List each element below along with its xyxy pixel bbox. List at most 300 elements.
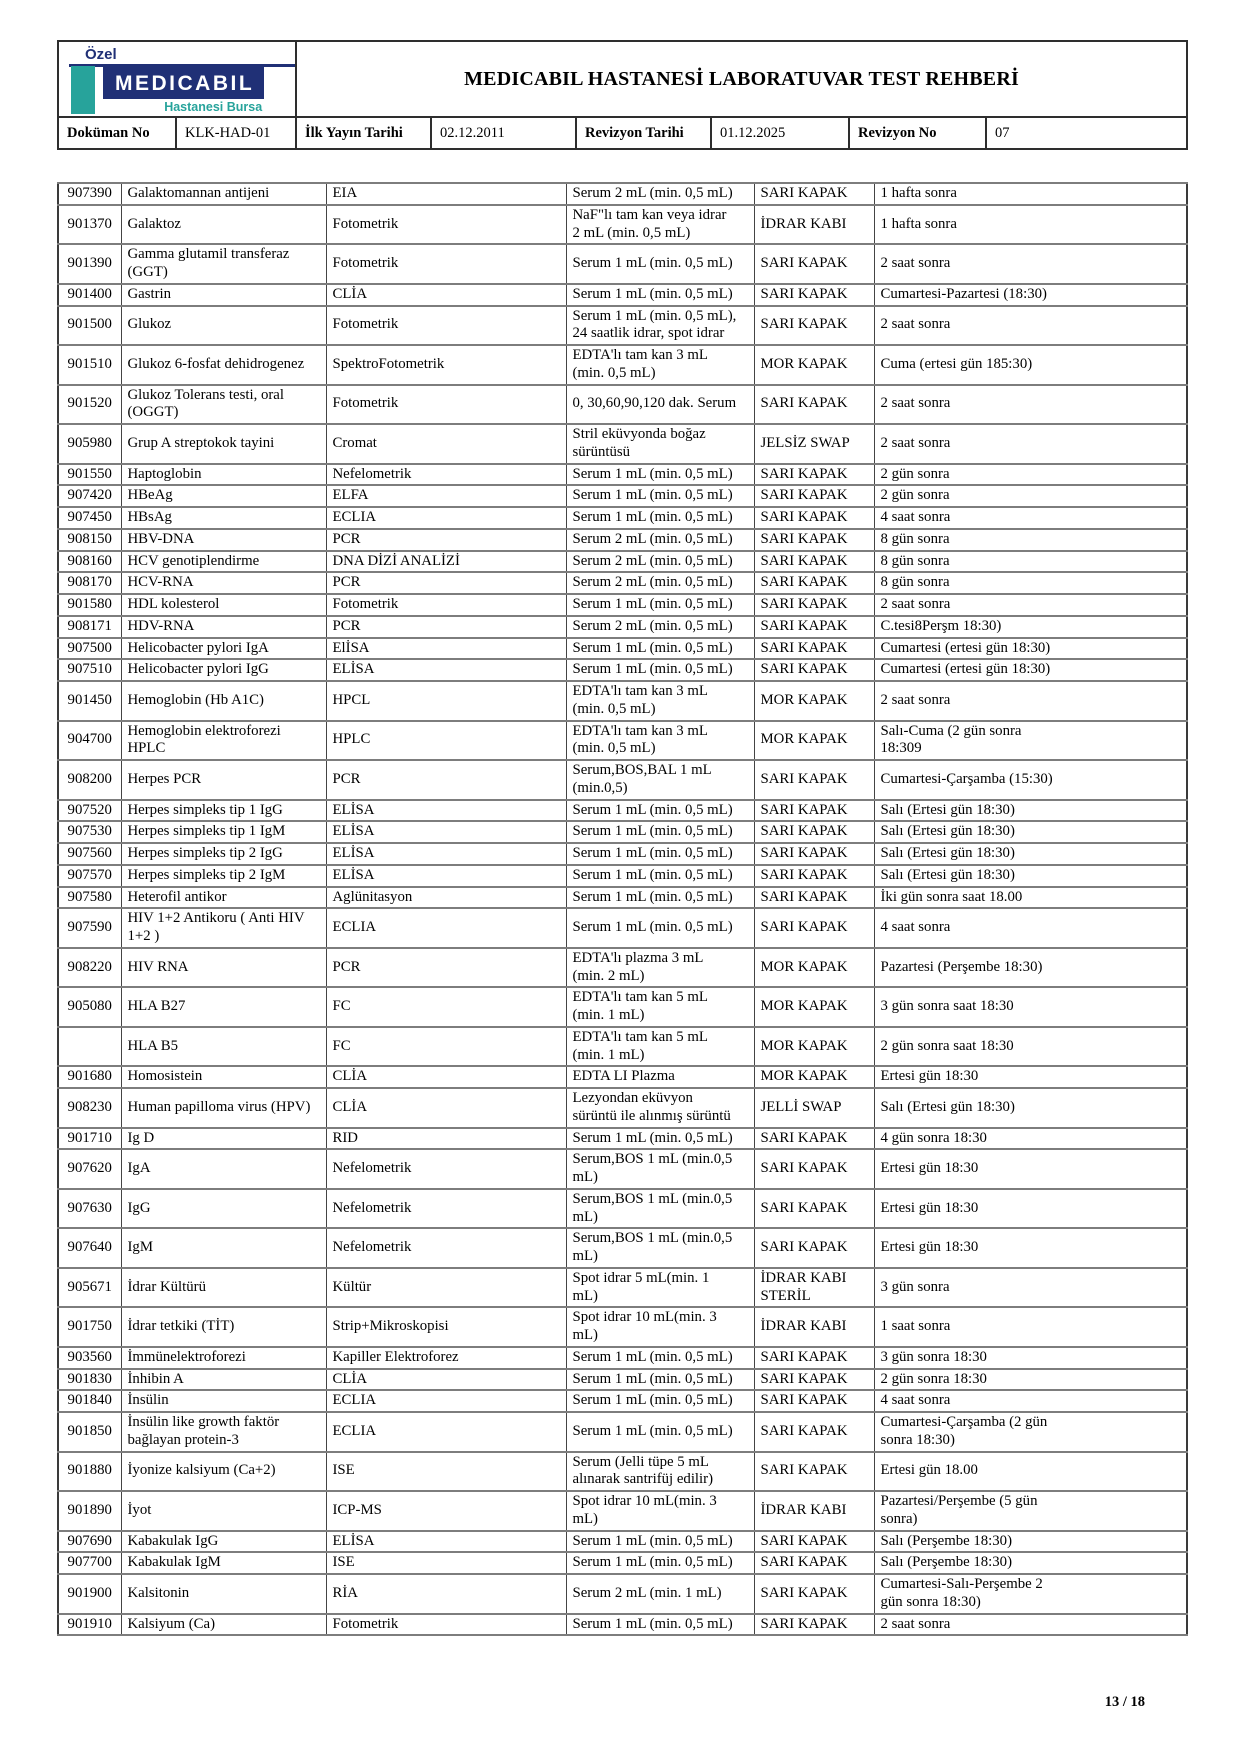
- cell-test-code: 907420: [58, 485, 121, 507]
- table-row: [58, 1027, 1187, 1067]
- table-row: [58, 865, 1187, 887]
- cell-sample: Serum 1 mL (min. 0,5 mL): [566, 887, 754, 909]
- table-row: [58, 1531, 1187, 1553]
- cell-test-code: 901390: [58, 244, 121, 284]
- cell-test-name: Glukoz 6-fosfat dehidrogenez: [121, 345, 326, 385]
- cell-test-name: IgM: [121, 1228, 326, 1268]
- cell-test-code: 901450: [58, 681, 121, 721]
- cell-result-time: 3 gün sonra saat 18:30: [874, 987, 1187, 1027]
- lab-test-table: [57, 182, 1188, 1636]
- cell-test-code: 908171: [58, 616, 121, 638]
- table-row: [58, 1307, 1187, 1347]
- revizyon-tarihi-value: 01.12.2025: [711, 117, 849, 149]
- cell-method: ELİSA: [326, 800, 566, 822]
- table-row: [58, 1128, 1187, 1150]
- cell-sample: Serum 2 mL (min. 0,5 mL): [566, 616, 754, 638]
- cell-sample: Serum 2 mL (min. 0,5 mL): [566, 572, 754, 594]
- table-row: [58, 1412, 1187, 1452]
- cell-sample: Serum 1 mL (min. 0,5 mL): [566, 1390, 754, 1412]
- cell-method: ELİSA: [326, 1531, 566, 1553]
- cell-result-time: Cumartesi-Çarşamba (2 gün sonra 18:30): [874, 1412, 1187, 1452]
- cell-result-time: Cumartesi (ertesi gün 18:30): [874, 638, 1187, 660]
- cell-test-code: 901580: [58, 594, 121, 616]
- cell-sample: EDTA'lı plazma 3 mL (min. 2 mL): [566, 948, 754, 988]
- cell-sample: Serum 1 mL (min. 0,5 mL): [566, 464, 754, 486]
- cell-sample: Spot idrar 10 mL(min. 3 mL): [566, 1307, 754, 1347]
- cell-test-code: 905980: [58, 424, 121, 464]
- cell-sample: Serum 1 mL (min. 0,5 mL): [566, 843, 754, 865]
- cell-result-time: Salı (Ertesi gün 18:30): [874, 865, 1187, 887]
- cell-method: ELİSA: [326, 865, 566, 887]
- cell-result-time: Salı (Ertesi gün 18:30): [874, 843, 1187, 865]
- cell-test-name: Galaktomannan antijeni: [121, 183, 326, 205]
- cell-test-name: IgG: [121, 1189, 326, 1229]
- cell-test-code: 908200: [58, 760, 121, 800]
- cell-result-time: 2 gün sonra: [874, 485, 1187, 507]
- cell-sample: Serum 1 mL (min. 0,5 mL): [566, 659, 754, 681]
- cell-method: Fotometrik: [326, 385, 566, 425]
- cell-cap-type: MOR KAPAK: [754, 345, 874, 385]
- dokuman-no-label: Doküman No: [58, 117, 176, 149]
- cell-method: Fotometrik: [326, 1614, 566, 1636]
- cell-sample: Serum 2 mL (min. 0,5 mL): [566, 529, 754, 551]
- table-row: [58, 1149, 1187, 1189]
- cell-test-name: Herpes simpleks tip 2 IgG: [121, 843, 326, 865]
- cell-cap-type: SARI KAPAK: [754, 616, 874, 638]
- cell-test-name: HIV RNA: [121, 948, 326, 988]
- logo-brand-text: MEDICABIL: [103, 67, 264, 99]
- cell-method: ECLIA: [326, 1412, 566, 1452]
- table-row: [58, 464, 1187, 486]
- cell-test-name: Kalsitonin: [121, 1574, 326, 1614]
- cell-sample: EDTA'lı tam kan 5 mL (min. 1 mL): [566, 987, 754, 1027]
- cell-test-name: HDV-RNA: [121, 616, 326, 638]
- cell-result-time: 2 gün sonra saat 18:30: [874, 1027, 1187, 1067]
- cell-test-code: 907590: [58, 908, 121, 948]
- cell-result-time: 1 hafta sonra: [874, 183, 1187, 205]
- cell-method: ISE: [326, 1552, 566, 1574]
- cell-sample: Serum 1 mL (min. 0,5 mL): [566, 594, 754, 616]
- cell-sample: Serum 1 mL (min. 0,5 mL): [566, 800, 754, 822]
- cell-test-name: Herpes simpleks tip 1 IgM: [121, 821, 326, 843]
- cell-cap-type: SARI KAPAK: [754, 1531, 874, 1553]
- cell-result-time: 2 saat sonra: [874, 244, 1187, 284]
- cell-test-name: HLA B5: [121, 1027, 326, 1067]
- medicabil-logo: [63, 44, 301, 114]
- cell-result-time: 4 saat sonra: [874, 908, 1187, 948]
- cell-test-code: 908160: [58, 551, 121, 573]
- cell-method: ECLIA: [326, 507, 566, 529]
- cell-result-time: 1 hafta sonra: [874, 205, 1187, 245]
- cell-method: CLİA: [326, 1088, 566, 1128]
- cell-result-time: 1 saat sonra: [874, 1307, 1187, 1347]
- cell-test-code: 908230: [58, 1088, 121, 1128]
- cell-result-time: 4 saat sonra: [874, 507, 1187, 529]
- cell-method: HPLC: [326, 721, 566, 761]
- cell-result-time: 8 gün sonra: [874, 551, 1187, 573]
- cell-method: ECLIA: [326, 1390, 566, 1412]
- table-row: [58, 345, 1187, 385]
- revizyon-tarihi-label: Revizyon Tarihi: [576, 117, 711, 149]
- cell-result-time: 3 gün sonra 18:30: [874, 1347, 1187, 1369]
- cell-sample: Serum 2 mL (min. 1 mL): [566, 1574, 754, 1614]
- cell-sample: Serum (Jelli tüpe 5 mL alınarak santrifüj edilir): [566, 1452, 754, 1492]
- cell-cap-type: SARI KAPAK: [754, 800, 874, 822]
- cell-cap-type: SARI KAPAK: [754, 594, 874, 616]
- document-title: MEDICABIL HASTANESİ LABORATUVAR TEST REHBERİ: [296, 41, 1187, 117]
- cell-test-name: Kabakulak IgG: [121, 1531, 326, 1553]
- cell-test-code: 901830: [58, 1369, 121, 1391]
- table-row: [58, 1452, 1187, 1492]
- cell-result-time: Ertesi gün 18:30: [874, 1189, 1187, 1229]
- cell-cap-type: SARI KAPAK: [754, 385, 874, 425]
- cell-test-name: Glukoz Tolerans testi, oral (OGGT): [121, 385, 326, 425]
- cell-cap-type: SARI KAPAK: [754, 183, 874, 205]
- cell-method: ElİSA: [326, 638, 566, 660]
- cell-cap-type: SARI KAPAK: [754, 1574, 874, 1614]
- cell-sample: Serum 1 mL (min. 0,5 mL): [566, 1412, 754, 1452]
- cell-result-time: Salı (Perşembe 18:30): [874, 1531, 1187, 1553]
- table-row: [58, 1491, 1187, 1531]
- cell-test-name: Herpes simpleks tip 1 IgG: [121, 800, 326, 822]
- cell-method: HPCL: [326, 681, 566, 721]
- cell-sample: NaF"lı tam kan veya idrar 2 mL (min. 0,5 mL): [566, 205, 754, 245]
- table-row: [58, 572, 1187, 594]
- cell-test-name: HBeAg: [121, 485, 326, 507]
- cell-test-code: 901680: [58, 1066, 121, 1088]
- cell-sample: Serum 1 mL (min. 0,5 mL): [566, 865, 754, 887]
- cell-test-name: Helicobacter pylori IgA: [121, 638, 326, 660]
- cell-test-code: 908150: [58, 529, 121, 551]
- table-row: [58, 1066, 1187, 1088]
- cell-cap-type: SARI KAPAK: [754, 1189, 874, 1229]
- table-row: [58, 1347, 1187, 1369]
- cell-cap-type: MOR KAPAK: [754, 681, 874, 721]
- cell-test-name: Grup A streptokok tayini: [121, 424, 326, 464]
- cell-test-name: HIV 1+2 Antikoru ( Anti HIV 1+2 ): [121, 908, 326, 948]
- cell-test-name: HLA B27: [121, 987, 326, 1027]
- cell-test-name: Hemoglobin elektroforezi HPLC: [121, 721, 326, 761]
- cell-method: ELİSA: [326, 843, 566, 865]
- table-row: [58, 507, 1187, 529]
- cell-test-name: Gastrin: [121, 284, 326, 306]
- cell-sample: Serum 1 mL (min. 0,5 mL): [566, 1347, 754, 1369]
- cell-method: ELFA: [326, 485, 566, 507]
- cell-cap-type: İDRAR KABI: [754, 1307, 874, 1347]
- cell-test-code: 907450: [58, 507, 121, 529]
- cell-method: Cromat: [326, 424, 566, 464]
- logo-cell: [58, 41, 296, 117]
- table-row: [58, 1614, 1187, 1636]
- cell-cap-type: SARI KAPAK: [754, 1412, 874, 1452]
- cell-result-time: 2 saat sonra: [874, 424, 1187, 464]
- cell-sample: Lezyondan eküvyon sürüntü ile alınmış sürüntü: [566, 1088, 754, 1128]
- table-row: [58, 594, 1187, 616]
- cell-test-name: HDL kolesterol: [121, 594, 326, 616]
- cell-result-time: 2 gün sonra 18:30: [874, 1369, 1187, 1391]
- cell-test-code: 901710: [58, 1128, 121, 1150]
- cell-test-name: İyonize kalsiyum (Ca+2): [121, 1452, 326, 1492]
- cell-sample: Serum 1 mL (min. 0,5 mL): [566, 284, 754, 306]
- cell-cap-type: SARI KAPAK: [754, 1452, 874, 1492]
- cell-result-time: Salı (Perşembe 18:30): [874, 1552, 1187, 1574]
- cell-result-time: İki gün sonra saat 18.00: [874, 887, 1187, 909]
- cell-sample: Serum 1 mL (min. 0,5 mL): [566, 821, 754, 843]
- cell-test-code: 901910: [58, 1614, 121, 1636]
- cell-method: FC: [326, 987, 566, 1027]
- cell-cap-type: SARI KAPAK: [754, 1149, 874, 1189]
- cell-result-time: C.tesi8Perşm 18:30): [874, 616, 1187, 638]
- table-row: [58, 821, 1187, 843]
- cell-test-name: Glukoz: [121, 306, 326, 346]
- cell-test-code: 907510: [58, 659, 121, 681]
- table-row: [58, 1088, 1187, 1128]
- cell-result-time: 4 gün sonra 18:30: [874, 1128, 1187, 1150]
- cell-cap-type: İDRAR KABI: [754, 1491, 874, 1531]
- cell-result-time: 2 saat sonra: [874, 1614, 1187, 1636]
- cell-method: Nefelometrik: [326, 464, 566, 486]
- table-row: [58, 659, 1187, 681]
- cell-test-code: 908170: [58, 572, 121, 594]
- cell-test-name: Homosistein: [121, 1066, 326, 1088]
- cell-cap-type: SARI KAPAK: [754, 551, 874, 573]
- cell-sample: Serum 1 mL (min. 0,5 mL): [566, 244, 754, 284]
- table-row: [58, 1228, 1187, 1268]
- cell-test-code: 901510: [58, 345, 121, 385]
- cell-test-name: Galaktoz: [121, 205, 326, 245]
- cell-sample: EDTA'lı tam kan 5 mL (min. 1 mL): [566, 1027, 754, 1067]
- cell-method: PCR: [326, 529, 566, 551]
- cell-cap-type: MOR KAPAK: [754, 1066, 874, 1088]
- cell-test-name: IgA: [121, 1149, 326, 1189]
- ilk-yayin-tarihi-value: 02.12.2011: [431, 117, 576, 149]
- cell-method: Fotometrik: [326, 306, 566, 346]
- cell-result-time: Pazartesi (Perşembe 18:30): [874, 948, 1187, 988]
- cell-method: ELİSA: [326, 659, 566, 681]
- table-row: [58, 987, 1187, 1027]
- cell-cap-type: SARI KAPAK: [754, 843, 874, 865]
- cell-test-name: Haptoglobin: [121, 464, 326, 486]
- cell-result-time: 2 saat sonra: [874, 385, 1187, 425]
- cell-result-time: Cumartesi-Çarşamba (15:30): [874, 760, 1187, 800]
- cell-test-name: İmmünelektroforezi: [121, 1347, 326, 1369]
- cell-cap-type: SARI KAPAK: [754, 821, 874, 843]
- page-number: 13 / 18: [1104, 1694, 1145, 1710]
- cell-cap-type: SARI KAPAK: [754, 284, 874, 306]
- revizyon-no-value: 07: [986, 117, 1187, 149]
- logo-subtitle-text: Hastanesi Bursa: [164, 100, 263, 115]
- table-row: [58, 284, 1187, 306]
- cell-test-code: 907560: [58, 843, 121, 865]
- cell-cap-type: İDRAR KABI STERİL: [754, 1268, 874, 1308]
- cell-test-code: 907390: [58, 183, 121, 205]
- cell-cap-type: SARI KAPAK: [754, 529, 874, 551]
- cell-cap-type: MOR KAPAK: [754, 1027, 874, 1067]
- cell-method: PCR: [326, 572, 566, 594]
- cell-sample: Serum 2 mL (min. 0,5 mL): [566, 551, 754, 573]
- cell-method: Nefelometrik: [326, 1228, 566, 1268]
- table-row: [58, 681, 1187, 721]
- document-page: [57, 40, 1186, 1636]
- cell-result-time: 2 saat sonra: [874, 681, 1187, 721]
- cell-cap-type: SARI KAPAK: [754, 865, 874, 887]
- cell-result-time: 3 gün sonra: [874, 1268, 1187, 1308]
- cell-cap-type: SARI KAPAK: [754, 760, 874, 800]
- cell-result-time: Cumartesi-Pazartesi (18:30): [874, 284, 1187, 306]
- cell-method: Kültür: [326, 1268, 566, 1308]
- cell-cap-type: MOR KAPAK: [754, 948, 874, 988]
- cell-result-time: 8 gün sonra: [874, 572, 1187, 594]
- cell-cap-type: SARI KAPAK: [754, 638, 874, 660]
- table-row: [58, 721, 1187, 761]
- cell-test-code: 901750: [58, 1307, 121, 1347]
- cell-sample: Serum 1 mL (min. 0,5 mL): [566, 1614, 754, 1636]
- cell-sample: EDTA'lı tam kan 3 mL (min. 0,5 mL): [566, 345, 754, 385]
- cell-result-time: Ertesi gün 18:30: [874, 1149, 1187, 1189]
- cell-test-code: [58, 1027, 121, 1067]
- cell-method: PCR: [326, 760, 566, 800]
- logo-teal-square-icon: [71, 66, 95, 114]
- cell-result-time: 8 gün sonra: [874, 529, 1187, 551]
- table-row: [58, 1390, 1187, 1412]
- cell-cap-type: SARI KAPAK: [754, 572, 874, 594]
- cell-test-name: Human papilloma virus (HPV): [121, 1088, 326, 1128]
- cell-test-name: İdrar Kültürü: [121, 1268, 326, 1308]
- cell-cap-type: MOR KAPAK: [754, 987, 874, 1027]
- table-row: [58, 760, 1187, 800]
- table-row: [58, 887, 1187, 909]
- cell-sample: EDTA LI Plazma: [566, 1066, 754, 1088]
- cell-method: Kapiller Elektroforez: [326, 1347, 566, 1369]
- cell-test-code: 901400: [58, 284, 121, 306]
- table-row: [58, 1189, 1187, 1229]
- cell-test-name: İdrar tetkiki (TİT): [121, 1307, 326, 1347]
- document-header: [57, 40, 1188, 150]
- cell-test-code: 907520: [58, 800, 121, 822]
- cell-cap-type: SARI KAPAK: [754, 244, 874, 284]
- cell-method: ECLIA: [326, 908, 566, 948]
- table-row: [58, 183, 1187, 205]
- cell-cap-type: İDRAR KABI: [754, 205, 874, 245]
- cell-cap-type: SARI KAPAK: [754, 507, 874, 529]
- cell-cap-type: MOR KAPAK: [754, 721, 874, 761]
- cell-result-time: Salı-Cuma (2 gün sonra 18:309: [874, 721, 1187, 761]
- table-row: [58, 616, 1187, 638]
- cell-result-time: Cumartesi-Salı-Perşembe 2 gün sonra 18:30): [874, 1574, 1187, 1614]
- cell-sample: Serum,BOS 1 mL (min.0,5 mL): [566, 1149, 754, 1189]
- cell-result-time: Ertesi gün 18:30: [874, 1066, 1187, 1088]
- cell-sample: Serum,BOS 1 mL (min.0,5 mL): [566, 1189, 754, 1229]
- cell-test-code: 907630: [58, 1189, 121, 1229]
- table-row: [58, 244, 1187, 284]
- cell-test-name: HBsAg: [121, 507, 326, 529]
- cell-sample: Serum 2 mL (min. 0,5 mL): [566, 183, 754, 205]
- table-row: [58, 1574, 1187, 1614]
- cell-sample: Serum 1 mL (min. 0,5 mL): [566, 507, 754, 529]
- cell-result-time: Cumartesi (ertesi gün 18:30): [874, 659, 1187, 681]
- cell-test-code: 907570: [58, 865, 121, 887]
- cell-sample: Serum,BOS 1 mL (min.0,5 mL): [566, 1228, 754, 1268]
- cell-result-time: Salı (Ertesi gün 18:30): [874, 821, 1187, 843]
- table-row: [58, 551, 1187, 573]
- cell-test-name: Kabakulak IgM: [121, 1552, 326, 1574]
- cell-result-time: Ertesi gün 18:30: [874, 1228, 1187, 1268]
- cell-test-code: 907620: [58, 1149, 121, 1189]
- cell-test-name: HCV genotiplendirme: [121, 551, 326, 573]
- cell-cap-type: SARI KAPAK: [754, 1390, 874, 1412]
- cell-test-code: 905080: [58, 987, 121, 1027]
- cell-method: RİA: [326, 1574, 566, 1614]
- cell-test-name: Helicobacter pylori IgG: [121, 659, 326, 681]
- cell-method: CLİA: [326, 284, 566, 306]
- cell-test-name: Ig D: [121, 1128, 326, 1150]
- cell-cap-type: JELLİ SWAP: [754, 1088, 874, 1128]
- cell-cap-type: SARI KAPAK: [754, 1228, 874, 1268]
- cell-cap-type: SARI KAPAK: [754, 1369, 874, 1391]
- cell-method: SpektroFotometrik: [326, 345, 566, 385]
- table-row: [58, 205, 1187, 245]
- table-row: [58, 1369, 1187, 1391]
- cell-sample: Stril eküvyonda boğaz sürüntüsü: [566, 424, 754, 464]
- cell-result-time: Ertesi gün 18.00: [874, 1452, 1187, 1492]
- cell-method: CLİA: [326, 1369, 566, 1391]
- cell-result-time: Pazartesi/Perşembe (5 gün sonra): [874, 1491, 1187, 1531]
- table-row: [58, 638, 1187, 660]
- cell-test-code: 901840: [58, 1390, 121, 1412]
- cell-test-name: HBV-DNA: [121, 529, 326, 551]
- cell-test-name: Heterofil antikor: [121, 887, 326, 909]
- cell-test-name: Gamma glutamil transferaz (GGT): [121, 244, 326, 284]
- cell-test-name: Herpes simpleks tip 2 IgM: [121, 865, 326, 887]
- cell-cap-type: SARI KAPAK: [754, 908, 874, 948]
- cell-test-code: 901370: [58, 205, 121, 245]
- cell-test-code: 901900: [58, 1574, 121, 1614]
- cell-test-code: 901520: [58, 385, 121, 425]
- cell-sample: Serum 1 mL (min. 0,5 mL): [566, 1552, 754, 1574]
- cell-method: FC: [326, 1027, 566, 1067]
- cell-cap-type: SARI KAPAK: [754, 1552, 874, 1574]
- cell-sample: Serum 1 mL (min. 0,5 mL): [566, 638, 754, 660]
- cell-method: Fotometrik: [326, 594, 566, 616]
- cell-test-code: 905671: [58, 1268, 121, 1308]
- table-row: [58, 800, 1187, 822]
- cell-cap-type: SARI KAPAK: [754, 306, 874, 346]
- cell-result-time: 2 gün sonra: [874, 464, 1187, 486]
- table-row: [58, 385, 1187, 425]
- cell-method: Nefelometrik: [326, 1149, 566, 1189]
- dokuman-no-value: KLK-HAD-01: [176, 117, 296, 149]
- test-table-body: [58, 183, 1187, 1635]
- revizyon-no-label: Revizyon No: [849, 117, 986, 149]
- cell-cap-type: SARI KAPAK: [754, 659, 874, 681]
- cell-sample: Serum 1 mL (min. 0,5 mL): [566, 1369, 754, 1391]
- table-row: [58, 485, 1187, 507]
- table-row: [58, 306, 1187, 346]
- cell-test-name: İyot: [121, 1491, 326, 1531]
- cell-test-name: HCV-RNA: [121, 572, 326, 594]
- cell-cap-type: SARI KAPAK: [754, 1614, 874, 1636]
- cell-result-time: Cuma (ertesi gün 185:30): [874, 345, 1187, 385]
- cell-method: RID: [326, 1128, 566, 1150]
- cell-sample: EDTA'lı tam kan 3 mL (min. 0,5 mL): [566, 721, 754, 761]
- table-row: [58, 1552, 1187, 1574]
- cell-sample: Serum 1 mL (min. 0,5 mL): [566, 1531, 754, 1553]
- cell-test-code: 901890: [58, 1491, 121, 1531]
- ilk-yayin-tarihi-label: İlk Yayın Tarihi: [296, 117, 431, 149]
- cell-sample: Serum 1 mL (min. 0,5 mL), 24 saatlik idrar, spot idrar: [566, 306, 754, 346]
- cell-test-code: 907530: [58, 821, 121, 843]
- cell-cap-type: SARI KAPAK: [754, 1128, 874, 1150]
